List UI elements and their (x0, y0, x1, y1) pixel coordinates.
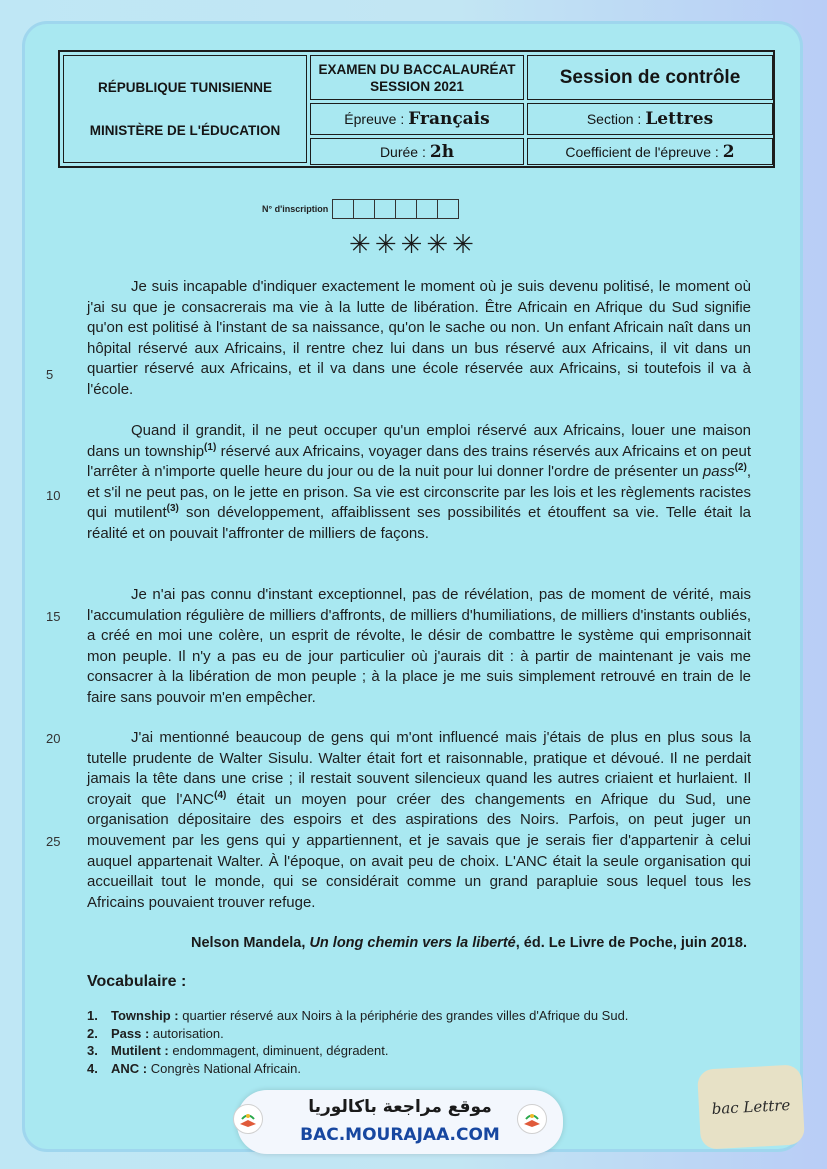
registration-box[interactable] (395, 199, 417, 219)
coefficient-value: 2 (722, 141, 735, 162)
paragraph-3 (87, 585, 751, 709)
website-banner[interactable] (237, 1090, 563, 1154)
vocabulary-item: 1. Township : quartier réservé aux Noirs à la périphérie des grandes villes d'Afrique du Sud. (87, 1008, 629, 1023)
session-type: Session de contrôle (527, 55, 773, 100)
book-title: Un long chemin vers la liberté (309, 935, 516, 951)
paragraph-1 (87, 277, 751, 401)
registration-box[interactable] (416, 199, 438, 219)
line-number: 25 (46, 834, 61, 849)
line-number: 15 (46, 609, 61, 624)
registration-label: N° d'inscription (262, 204, 329, 214)
stars-divider: ✳✳✳✳✳ (349, 229, 478, 259)
duration-label: Durée : (379, 143, 426, 160)
section-value: Lettres (645, 109, 714, 129)
bac-lettre-logo (697, 1064, 805, 1149)
footnote-ref-2: (2) (734, 462, 747, 474)
paragraph-2-text: Quand il grandit, il ne peut occuper qu'un emploi réservé aux Africains, louer une maison dans un township$^{(1)}$ réservé aux Africains, voyager dans des trains réservés aux Africains et on peut l'arrêter à n'importe quelle heure du jour ou de la nuit pour lui donner l'ordre de présenter un pass$^{(2)}$, et s'il ne peut pas, on le jette en prison. Sa vie est circonscrite par les lois et les règlements racistes qui mutilent$^{(3)}$ son développement, affaiblissent ses possibilités et étouffent sa vie. Telle était la réalité et on pouvait l'affronter de milliers de façons. (87, 422, 751, 542)
vocabulary-item: 3. Mutilent : endommagent, diminuent, dégradent. (87, 1043, 389, 1058)
duration-value: 2h (429, 141, 455, 162)
registration-box[interactable] (353, 199, 375, 219)
banner-arabic-title: موقع مراجعة باكالوريا (308, 1097, 492, 1117)
paragraph-2 (87, 421, 751, 545)
line-number: 5 (46, 367, 54, 382)
subject-value: Français (408, 109, 490, 129)
registration-boxes (333, 199, 459, 219)
badge-text: bac Lettre (711, 1095, 791, 1119)
footnote-ref-1: (1) (204, 441, 217, 453)
coefficient-cell (527, 138, 773, 165)
coefficient-label: Coefficient de l'épreuve : (565, 143, 719, 160)
section-label: Section : (586, 111, 642, 127)
registration-number (262, 199, 459, 219)
exam-title-cell (310, 55, 524, 100)
vocabulary-item: 4. ANC : Congrès National Africain. (87, 1060, 302, 1076)
ministry-name: MINISTÈRE DE L'ÉDUCATION (89, 123, 281, 138)
paragraph-3-text: Je n'ai pas connu d'instant exceptionnel, pas de révélation, pas de moment de vérité, mais l'accumulation régulière de milliers d'affronts, de milliers d'humiliations, de milliers d'instants oubliés, a créé en moi une colère, un esprit de révolte, le désir de combattre le système qui emprisonnait mon peuple. Il n'y a pas eu de jour particulier où j'aurais dit : à partir de maintenant je vais me consacrer à la libération de mon peuple ; à la place je me suis simplement retrouvé en train de le faire sans pouvoir m'en empêcher. (87, 586, 751, 706)
exam-session-year: SESSION 2021 (370, 78, 464, 94)
exam-title: EXAMEN DU BACCALAURÉAT (318, 61, 516, 77)
paragraph-4-text: J'ai mentionné beaucoup de gens qui m'ont influencé mais j'étais de plus en plus sous la tutelle prudente de Walter Sisulu. Walter était fort et raisonnable, pratique et dévoué. Il ne perdait jamais la tête dans une crise ; il restait souvent silencieux quand les autres criaient et hurlaient. Il croyait que l'ANC$^{(4)}$ était un moyen pour créer des changements en Afrique du Sud, une organisation dépositaire des espoirs et des aspirations des Noirs. Parfois, on peut juger un mouvement par les gens qui y appartiennent, et je savais que je serais fier d'appartenir à celui auquel appartenait Walter. À l'époque, on avait peu de choix. L'ANC était la seule organisation qui accueillait tout le monde, qui se considérait comme un grand parapluie sous lequel tous les Africains pouvaient trouver refuge. (87, 729, 751, 911)
vocabulary-item: 2. Pass : autorisation. (87, 1025, 224, 1041)
duration-cell (310, 138, 524, 165)
footnote-ref-3: (3) (166, 503, 179, 515)
exam-header-table (58, 50, 775, 168)
line-number: 20 (46, 731, 61, 746)
registration-box[interactable] (374, 199, 396, 219)
site-logo-icon (517, 1104, 547, 1134)
registration-box[interactable] (332, 199, 354, 219)
subject-label: Épreuve : (344, 111, 405, 127)
vocabulary-title: Vocabulaire : (87, 973, 187, 990)
paragraph-1-text: Je suis incapable d'indiquer exactement le moment où je suis devenu politisé, le moment où j'ai su que je consacrerais ma vie à la lutte de libération. Être Africain en Afrique du Sud signifie qu'on est politisé à l'instant de sa naissance, qu'on le sache ou non. Un enfant Africain naît dans un hôpital réservé aux Africains, il rentre chez lui dans un bus réservé aux Africains, il vit dans un quartier réservé aux Africains, et il va dans une école réservée aux Africains, si toutefois il va à l'école. (87, 278, 751, 398)
institution-cell (63, 55, 307, 163)
line-number: 10 (46, 488, 61, 503)
section-cell (527, 103, 773, 135)
country-name: RÉPUBLIQUE TUNISIENNE (97, 80, 273, 95)
subject-cell (310, 103, 524, 135)
registration-box[interactable] (437, 199, 459, 219)
banner-url-link[interactable]: BAC.MOURAJAA.COM (300, 1125, 500, 1145)
footnote-ref-4: (4) (214, 789, 227, 801)
text-source: Nelson Mandela, Un long chemin vers la liberté, éd. Le Livre de Poche, juin 2018. (190, 935, 747, 951)
paragraph-4 (87, 728, 751, 913)
vocabulary-list (87, 1008, 628, 1078)
site-logo-icon (233, 1104, 263, 1134)
